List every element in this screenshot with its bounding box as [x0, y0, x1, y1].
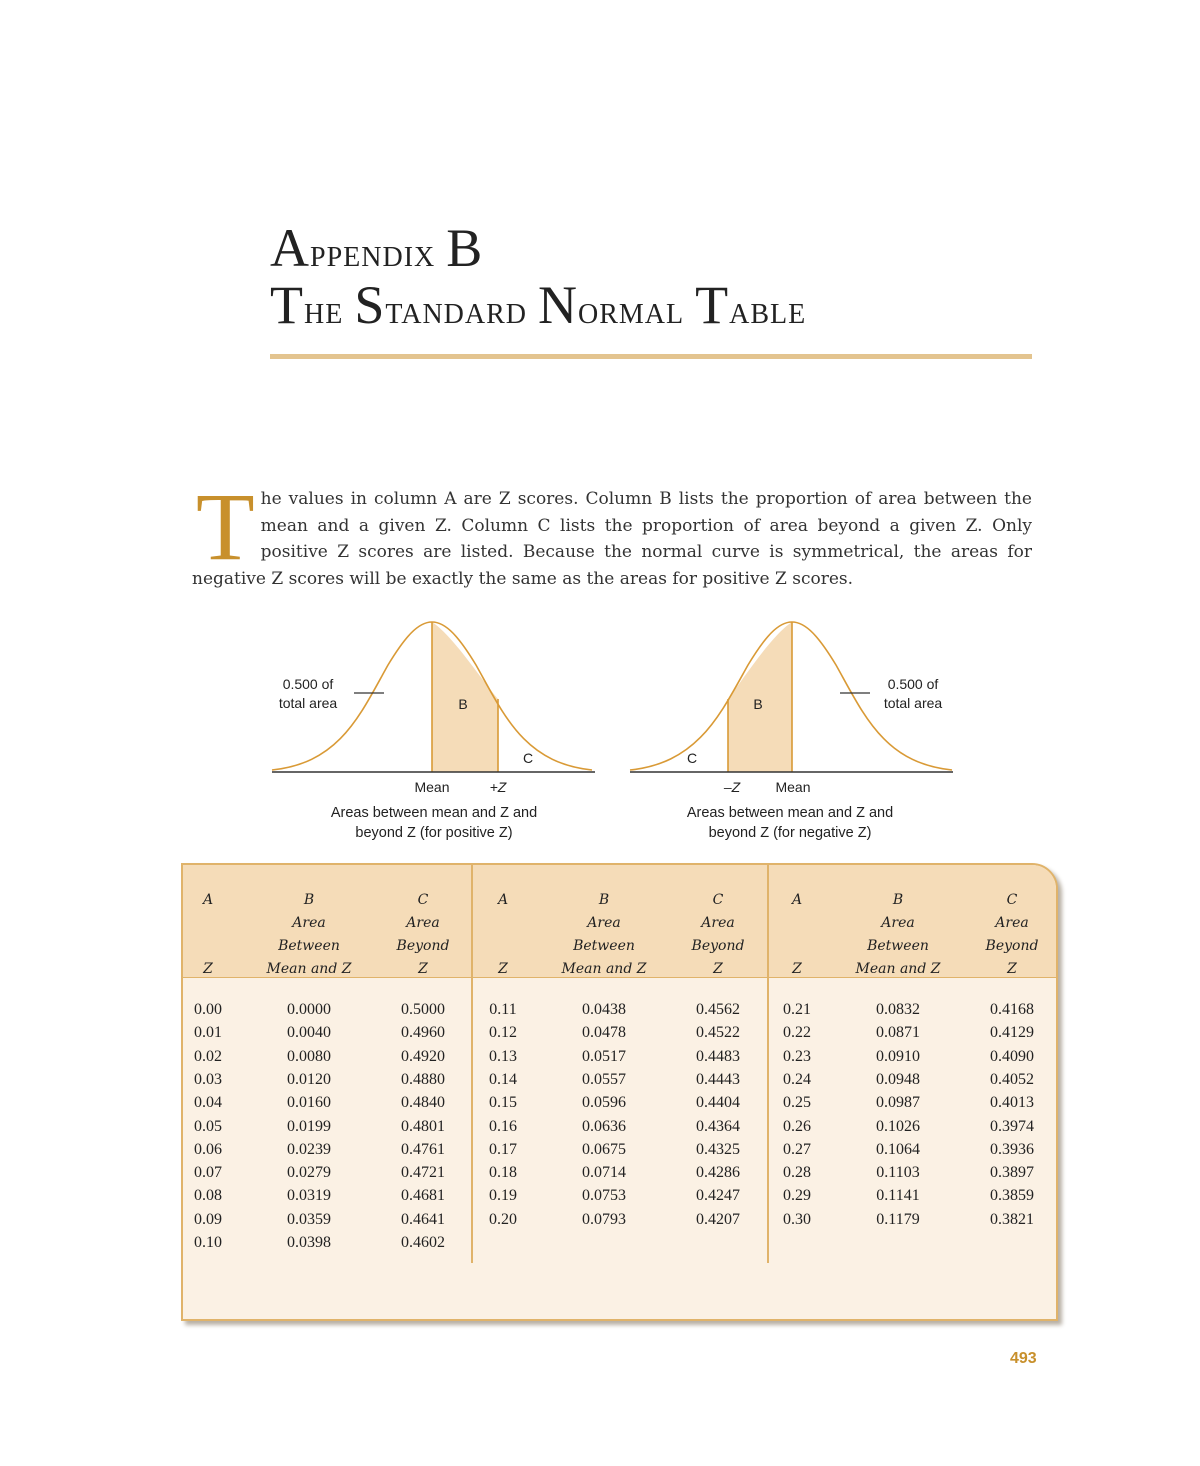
- title-line-2: The Standard Normal Table: [270, 275, 807, 335]
- table-cell: 0.12: [489, 1024, 517, 1042]
- table-cell: 0.4052: [990, 1070, 1034, 1088]
- table-cell: 0.3897: [990, 1164, 1034, 1182]
- table-cell: 0.4013: [990, 1094, 1034, 1112]
- table-cell: 0.0000: [287, 1001, 331, 1018]
- table-cell: 0.1026: [876, 1117, 920, 1135]
- side-label-1: 0.500 of: [282, 676, 334, 692]
- table-cell: 0.28: [783, 1164, 811, 1182]
- table-cell: 0.04: [194, 1094, 222, 1112]
- table-cell: 0.20: [489, 1210, 517, 1228]
- table-cell: 0.0359: [287, 1210, 331, 1228]
- table-cell: 0.4602: [401, 1234, 445, 1251]
- table-cell: 0.1141: [876, 1187, 920, 1205]
- table-cell: 0.0832: [876, 1001, 920, 1018]
- label-b: B: [753, 696, 763, 712]
- column-header-c: C Area Beyond Z: [985, 892, 1039, 977]
- side-label-2: total area: [883, 695, 943, 711]
- table-cell: 0.4562: [696, 1001, 740, 1018]
- table-cell: 0.0675: [582, 1140, 626, 1158]
- column-header-b: B Area Between Mean and Z: [266, 892, 352, 977]
- table-cell: 0.07: [194, 1164, 222, 1182]
- intro-text: he values in column A are Z scores. Column B lists the proportion of area between the mean and a given Z. Column C lists the proportion of area beyond a given Z. Only positive Z scores are listed. Because the normal curve is symmetrical, the areas for negative Z scores will be exactly the same as the areas for positive Z scores.: [192, 489, 1032, 589]
- table-cell: 0.03: [194, 1070, 222, 1088]
- table-cell: 0.25: [783, 1094, 811, 1112]
- table-cell: 0.13: [489, 1047, 517, 1065]
- title-line-1: Appendix B: [270, 218, 484, 278]
- table-cell: 0.4090: [990, 1047, 1034, 1065]
- table-cell: 0.4483: [696, 1047, 740, 1065]
- label-z: –Z: [723, 779, 741, 795]
- positive-z-diagram: [270, 615, 600, 819]
- table-cell: 0.0080: [287, 1047, 331, 1065]
- table-cell: 0.00: [194, 1001, 222, 1018]
- table-cell: 0.4286: [696, 1164, 740, 1182]
- table-cell: 0.0478: [582, 1024, 626, 1042]
- table-cell: 0.0871: [876, 1024, 920, 1042]
- label-z: +Z: [489, 779, 507, 795]
- table-cell: 0.0279: [287, 1164, 331, 1182]
- table-cell: 0.16: [489, 1117, 517, 1135]
- table-cell: 0.4721: [401, 1164, 445, 1182]
- table-cell: 0.4168: [990, 1001, 1034, 1018]
- table-cell: 0.21: [783, 1001, 811, 1018]
- table-cell: 0.27: [783, 1140, 811, 1158]
- table-cell: 0.19: [489, 1187, 517, 1205]
- column-header-a: A Z: [202, 892, 214, 977]
- page-title: [270, 218, 1050, 336]
- table-cell: 0.3821: [990, 1210, 1034, 1228]
- table-cell: 0.0517: [582, 1047, 626, 1065]
- table-cell: 0.15: [489, 1094, 517, 1112]
- positive-caption: Areas between mean and Z and beyond Z (for positive Z): [330, 805, 538, 841]
- column-header-a: A Z: [791, 892, 803, 977]
- table-cell: 0.3859: [990, 1187, 1034, 1205]
- page-number: 493: [1010, 1350, 1037, 1367]
- table-cell: 0.26: [783, 1117, 811, 1135]
- table-cell: 0.05: [194, 1117, 222, 1135]
- table-cell: 0.0199: [287, 1117, 331, 1135]
- table-cell: 0.0557: [582, 1070, 626, 1088]
- column-header-a: A Z: [497, 892, 509, 977]
- table-cell: 0.29: [783, 1187, 811, 1205]
- table-cell: 0.4880: [401, 1070, 445, 1088]
- drop-cap: T: [196, 473, 255, 580]
- label-mean: Mean: [414, 779, 450, 795]
- table-cell: 0.0438: [582, 1001, 626, 1018]
- side-label-2: total area: [278, 695, 338, 711]
- table-cell: 0.17: [489, 1140, 517, 1158]
- normal-table: [181, 863, 1058, 1321]
- table-cell: 0.0987: [876, 1094, 920, 1112]
- table-cell: 0.0040: [287, 1024, 331, 1042]
- table-cell: 0.3974: [990, 1117, 1034, 1135]
- table-cell: 0.30: [783, 1210, 811, 1228]
- table-cell: 0.10: [194, 1234, 222, 1251]
- column-header-c: C Area Beyond Z: [396, 892, 450, 977]
- table-cell: 0.3936: [990, 1140, 1034, 1158]
- label-b: B: [458, 696, 468, 712]
- negative-z-diagram: [628, 615, 958, 819]
- table-cell: 0.4404: [696, 1094, 740, 1112]
- label-mean: Mean: [775, 779, 811, 795]
- table-cell: 0.0910: [876, 1047, 920, 1065]
- table-cell: 0.11: [489, 1001, 517, 1018]
- table-cell: 0.22: [783, 1024, 811, 1042]
- table-cell: 0.09: [194, 1210, 222, 1228]
- table-cell: 0.4325: [696, 1140, 740, 1158]
- table-cell: 0.02: [194, 1047, 222, 1065]
- table-cell: 0.4641: [401, 1210, 445, 1228]
- table-cell: 0.0160: [287, 1094, 331, 1112]
- table-cell: 0.4207: [696, 1210, 740, 1228]
- table-cell: 0.0239: [287, 1140, 331, 1158]
- negative-normal-curve: [628, 615, 958, 815]
- column-header-b: B Area Between Mean and Z: [855, 892, 941, 977]
- table-cell: 0.4522: [696, 1024, 740, 1042]
- column-header-b: B Area Between Mean and Z: [561, 892, 647, 977]
- table-cell: 0.08: [194, 1187, 222, 1205]
- table-cell: 0.4129: [990, 1024, 1034, 1042]
- positive-normal-curve: [270, 615, 600, 815]
- table-cell: 0.4681: [401, 1187, 445, 1205]
- table-cell: 0.01: [194, 1024, 222, 1042]
- table-cell: 0.0636: [582, 1117, 626, 1135]
- negative-caption: Areas between mean and Z and beyond Z (for negative Z): [686, 805, 894, 841]
- table-cell: 0.5000: [401, 1001, 445, 1018]
- table-cell: 0.0948: [876, 1070, 920, 1088]
- table-cell: 0.1179: [876, 1210, 920, 1228]
- table-cell: 0.4920: [401, 1047, 445, 1065]
- table-cell: 0.4960: [401, 1024, 445, 1042]
- table-cell: 0.4247: [696, 1187, 740, 1205]
- table-cell: 0.4801: [401, 1117, 445, 1135]
- table-cell: 0.0753: [582, 1187, 626, 1205]
- title-rule: [270, 354, 1032, 359]
- table-cell: 0.1103: [876, 1164, 920, 1182]
- table-cell: 0.0714: [582, 1164, 626, 1182]
- table-cell: 0.4364: [696, 1117, 740, 1135]
- table-cell: 0.18: [489, 1164, 517, 1182]
- label-c: C: [686, 750, 698, 766]
- table-cell: 0.0596: [582, 1094, 626, 1112]
- table-cell: 0.4443: [696, 1070, 740, 1088]
- table-cell: 0.24: [783, 1070, 811, 1088]
- table-cell: 0.1064: [876, 1140, 920, 1158]
- table-cell: 0.14: [489, 1070, 517, 1088]
- side-label-1: 0.500 of: [887, 676, 939, 692]
- table-cell: 0.0398: [287, 1234, 331, 1251]
- table-cell: 0.0319: [287, 1187, 331, 1205]
- table-cell: 0.4761: [401, 1140, 445, 1158]
- table-cell: 0.4840: [401, 1094, 445, 1112]
- table-cell: 0.06: [194, 1140, 222, 1158]
- intro-paragraph: [192, 473, 1032, 592]
- label-c: C: [522, 750, 534, 766]
- table-cell: 0.0793: [582, 1210, 626, 1228]
- column-header-c: C Area Beyond Z: [691, 892, 745, 977]
- table-cell: 0.0120: [287, 1070, 331, 1088]
- table-cell: 0.23: [783, 1047, 811, 1065]
